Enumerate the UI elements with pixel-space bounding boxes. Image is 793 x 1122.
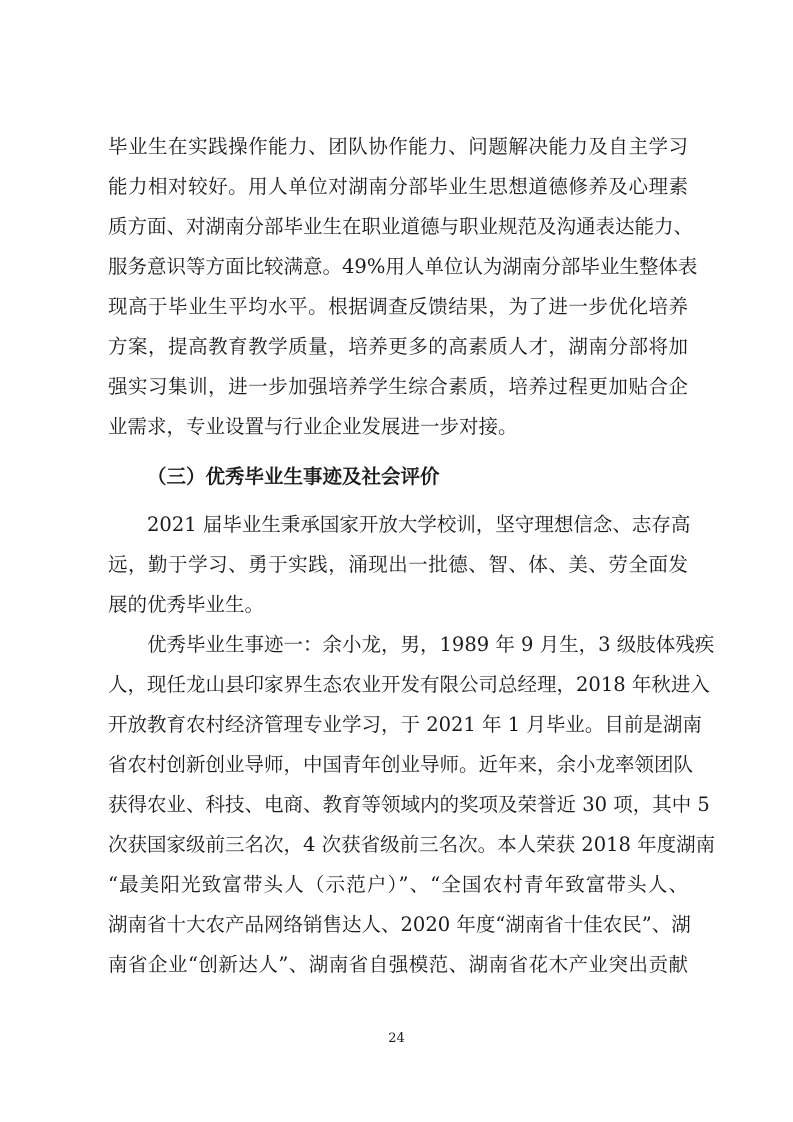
text-line: “最美阳光致富带头人（示范户）”、“全国农村青年致富带头人、: [108, 873, 688, 896]
text-line: 远，勤于学习、勇于实践，涌现出一批德、智、体、美、劳全面发: [108, 553, 688, 576]
text-line: 毕业生在实践操作能力、团队协作能力、问题解决能力及自主学习: [108, 135, 688, 158]
text-line: 2021 届毕业生秉承国家开放大学校训，坚守理想信念、志存高: [147, 513, 691, 536]
text-line: 展的优秀毕业生。: [108, 593, 265, 616]
text-line: 省农村创新创业导师，中国青年创业导师。近年来，余小龙率领团队: [108, 753, 694, 776]
text-line: 方案，提高教育教学质量，培养更多的高素质人才，湖南分部将加: [108, 335, 688, 358]
text-line: 能力相对较好。用人单位对湖南分部毕业生思想道德修养及心理素: [108, 175, 688, 198]
text-line: 人，现任龙山县印家界生态农业开发有限公司总经理，2018 年秋进入: [108, 673, 710, 696]
section-heading: （三）优秀毕业生事迹及社会评价: [147, 465, 440, 488]
text-line: 次获国家级前三名次，4 次获省级前三名次。本人荣获 2018 年度湖南: [108, 833, 716, 856]
text-line: 优秀毕业生事迹一：余小龙，男，1989 年 9 月生，3 级肢体残疾: [147, 633, 715, 656]
text-line: 服务意识等方面比较满意。49%用人单位认为湖南分部毕业生整体表: [108, 255, 698, 278]
text-line: 现高于毕业生平均水平。根据调查反馈结果，为了进一步优化培养: [108, 295, 688, 318]
text-line: 开放教育农村经济管理专业学习，于 2021 年 1 月毕业。目前是湖南: [108, 713, 702, 736]
text-line: 业需求，专业设置与行业企业发展进一步对接。: [108, 415, 518, 438]
text-line: 强实习集训，进一步加强培养学生综合素质，培养过程更加贴合企: [108, 375, 688, 398]
text-line: 湖南省十大农产品网络销售达人、2020 年度“湖南省十佳农民”、湖: [108, 913, 691, 936]
text-line: 南省企业“创新达人”、湖南省自强模范、湖南省花木产业突出贡献: [108, 953, 688, 976]
text-line: 获得农业、科技、电商、教育等领域内的奖项及荣誉近 30 项，其中 5: [108, 793, 710, 816]
page-number: 24: [388, 1031, 405, 1046]
text-line: 质方面、对湖南分部毕业生在职业道德与职业规范及沟通表达能力、: [108, 215, 694, 238]
